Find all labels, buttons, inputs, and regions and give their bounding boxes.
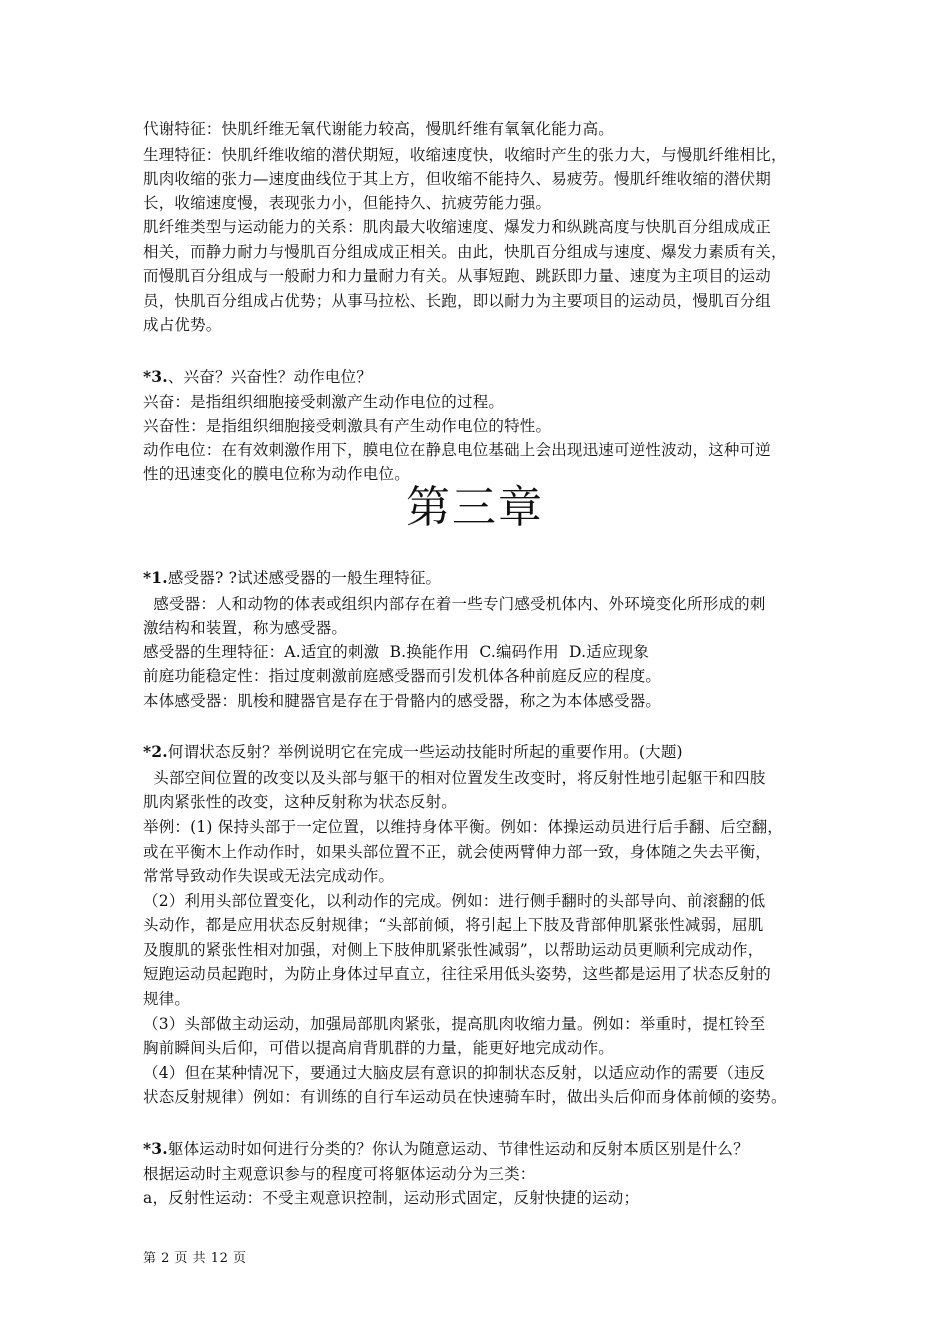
question-text: 、兴奋？兴奋性？动作电位？	[167, 368, 372, 386]
text-line: 本体感受器：肌梭和腱器官是存在于骨骼内的感受器，称之为本体感受器。	[143, 692, 662, 710]
text-line: 举例：(1) 保持头部于一定位置，以维持身体平衡。例如：体操运动员进行后手翻、后空翻，	[143, 818, 783, 836]
question-text: 何谓状态反射？举例说明它在完成一些运动技能时所起的重要作用。(大题)	[167, 743, 683, 761]
text-line: 激结构和装置，称为感受器。	[143, 619, 348, 637]
question-number: *3.	[143, 367, 168, 386]
text-line: （2）利用头部位置变化，以利动作的完成。例如：进行侧手翻时的头部导向、前滚翻的低	[143, 892, 766, 910]
text-line: 感受器的生理特征：A.适宜的刺激 B.换能作用 C.编码作用 D.适应现象	[143, 643, 650, 661]
text-line: 或在平衡木上作动作时，如果头部位置不正，就会使两臂伸力部一致，身体随之失去平衡，	[143, 843, 772, 861]
question-number: *1.	[143, 568, 168, 587]
text-line: 兴奋：是指组织细胞接受刺激产生动作电位的过程。	[143, 393, 505, 411]
text-line: （3）头部做主动运动，加强局部肌肉紧张，提高肌肉收缩力量。例如：举重时，提杠铃至	[143, 1015, 766, 1033]
question-heading	[143, 1137, 813, 1161]
text-line: 及腹肌的紧张性相对加强，对侧上下肢伸肌紧张性减弱”，以帮助运动员更顺利完成动作，	[143, 941, 764, 959]
text-line: 规律。	[143, 990, 191, 1008]
question-text: 感受器? ?试述感受器的一般生理特征。	[167, 569, 442, 587]
text-line: 肌纤维类型与运动能力的关系：肌肉最大收缩速度、爆发力和纵跳高度与快肌百分组成成正	[143, 218, 772, 236]
question-number: *3.	[143, 1139, 168, 1158]
text-line: a，反射性运动：不受主观意识控制，运动形式固定，反射快捷的运动；	[143, 1189, 640, 1207]
text-line: 兴奋性：是指组织细胞接受刺激具有产生动作电位的特性。	[143, 417, 552, 435]
question-text: 躯体运动时如何进行分类的？你认为随意运动、节律性运动和反射本质区别是什么？	[167, 1140, 749, 1158]
text-line: 生理特征：快肌纤维收缩的潜伏期短，收缩速度快，收缩时产生的张力大，与慢肌纤维相比，	[143, 146, 787, 164]
text-line: 根据运动时主观意识参与的程度可将躯体运动分为三类：	[143, 1165, 536, 1183]
question-number: *2.	[143, 742, 168, 761]
question-heading	[143, 365, 813, 389]
question-heading	[143, 740, 813, 764]
text-line: 肌肉紧张性的改变，这种反射称为状态反射。	[143, 793, 458, 811]
text-line: 相关，而静力耐力与慢肌百分组成成正相关。由此，快肌百分组成与速度、爆发力素质有关，	[143, 243, 787, 261]
text-line: 头部空间位置的改变以及头部与躯干的相对位置发生改变时，将反射性地引起躯干和四肢	[143, 769, 766, 787]
text-line: 胸前瞬间头后仰，可借以提高肩背肌群的力量，能更好地完成动作。	[143, 1039, 615, 1057]
text-line: 感受器：人和动物的体表或组织内部存在着一些专门感受机体内、外环境变化所形成的刺	[143, 595, 766, 613]
text-line: 成占优势。	[143, 316, 222, 334]
question-heading	[143, 566, 813, 590]
text-line: 动作电位：在有效刺激作用下，膜电位在静息电位基础上会出现迅速可逆性波动，这种可逆	[143, 441, 772, 459]
chapter-title: 第三章	[406, 482, 544, 533]
text-line: 头动作，都是应用状态反射规律；“头部前倾，将引起上下肢及背部伸肌紧张性减弱，屈肌	[143, 916, 764, 934]
text-line: 代谢特征：快肌纤维无氧代谢能力较高，慢肌纤维有氧氧化能力高。	[143, 120, 615, 138]
text-line: 短跑运动员起跑时，为防止身体过早直立，往往采用低头姿势，这些都是运用了状态反射的	[143, 965, 772, 983]
text-line: 常常导致动作失误或无法完成动作。	[143, 867, 395, 885]
text-line: （4）但在某种情况下，要通过大脑皮层有意识的抑制状态反射，以适应动作的需要（违反	[143, 1064, 766, 1082]
page-number-footer: 第 2 页 共 12 页	[143, 1251, 247, 1266]
text-line: 前庭功能稳定性：指过度刺激前庭感受器而引发机体各种前庭反应的程度。	[143, 667, 662, 685]
text-line: 长，收缩速度慢，表现张力小，但能持久、抗疲劳能力强。	[143, 194, 552, 212]
text-line: 状态反射规律）例如：有训练的自行车运动员在快速骑车时，做出头后仰而身体前倾的姿势。	[143, 1088, 787, 1106]
text-line: 性的迅速变化的膜电位称为动作电位。	[143, 465, 410, 483]
text-line: 员，快肌百分组成占优势；从事马拉松、长跑，即以耐力为主要项目的运动员，慢肌百分组	[143, 292, 772, 310]
text-line: 而慢肌百分组成与一般耐力和力量耐力有关。从事短跑、跳跃即力量、速度为主项目的运动	[143, 267, 772, 285]
text-line: 肌肉收缩的张力—速度曲线位于其上方，但收缩不能持久、易疲劳。慢肌纤维收缩的潜伏期	[143, 170, 772, 188]
